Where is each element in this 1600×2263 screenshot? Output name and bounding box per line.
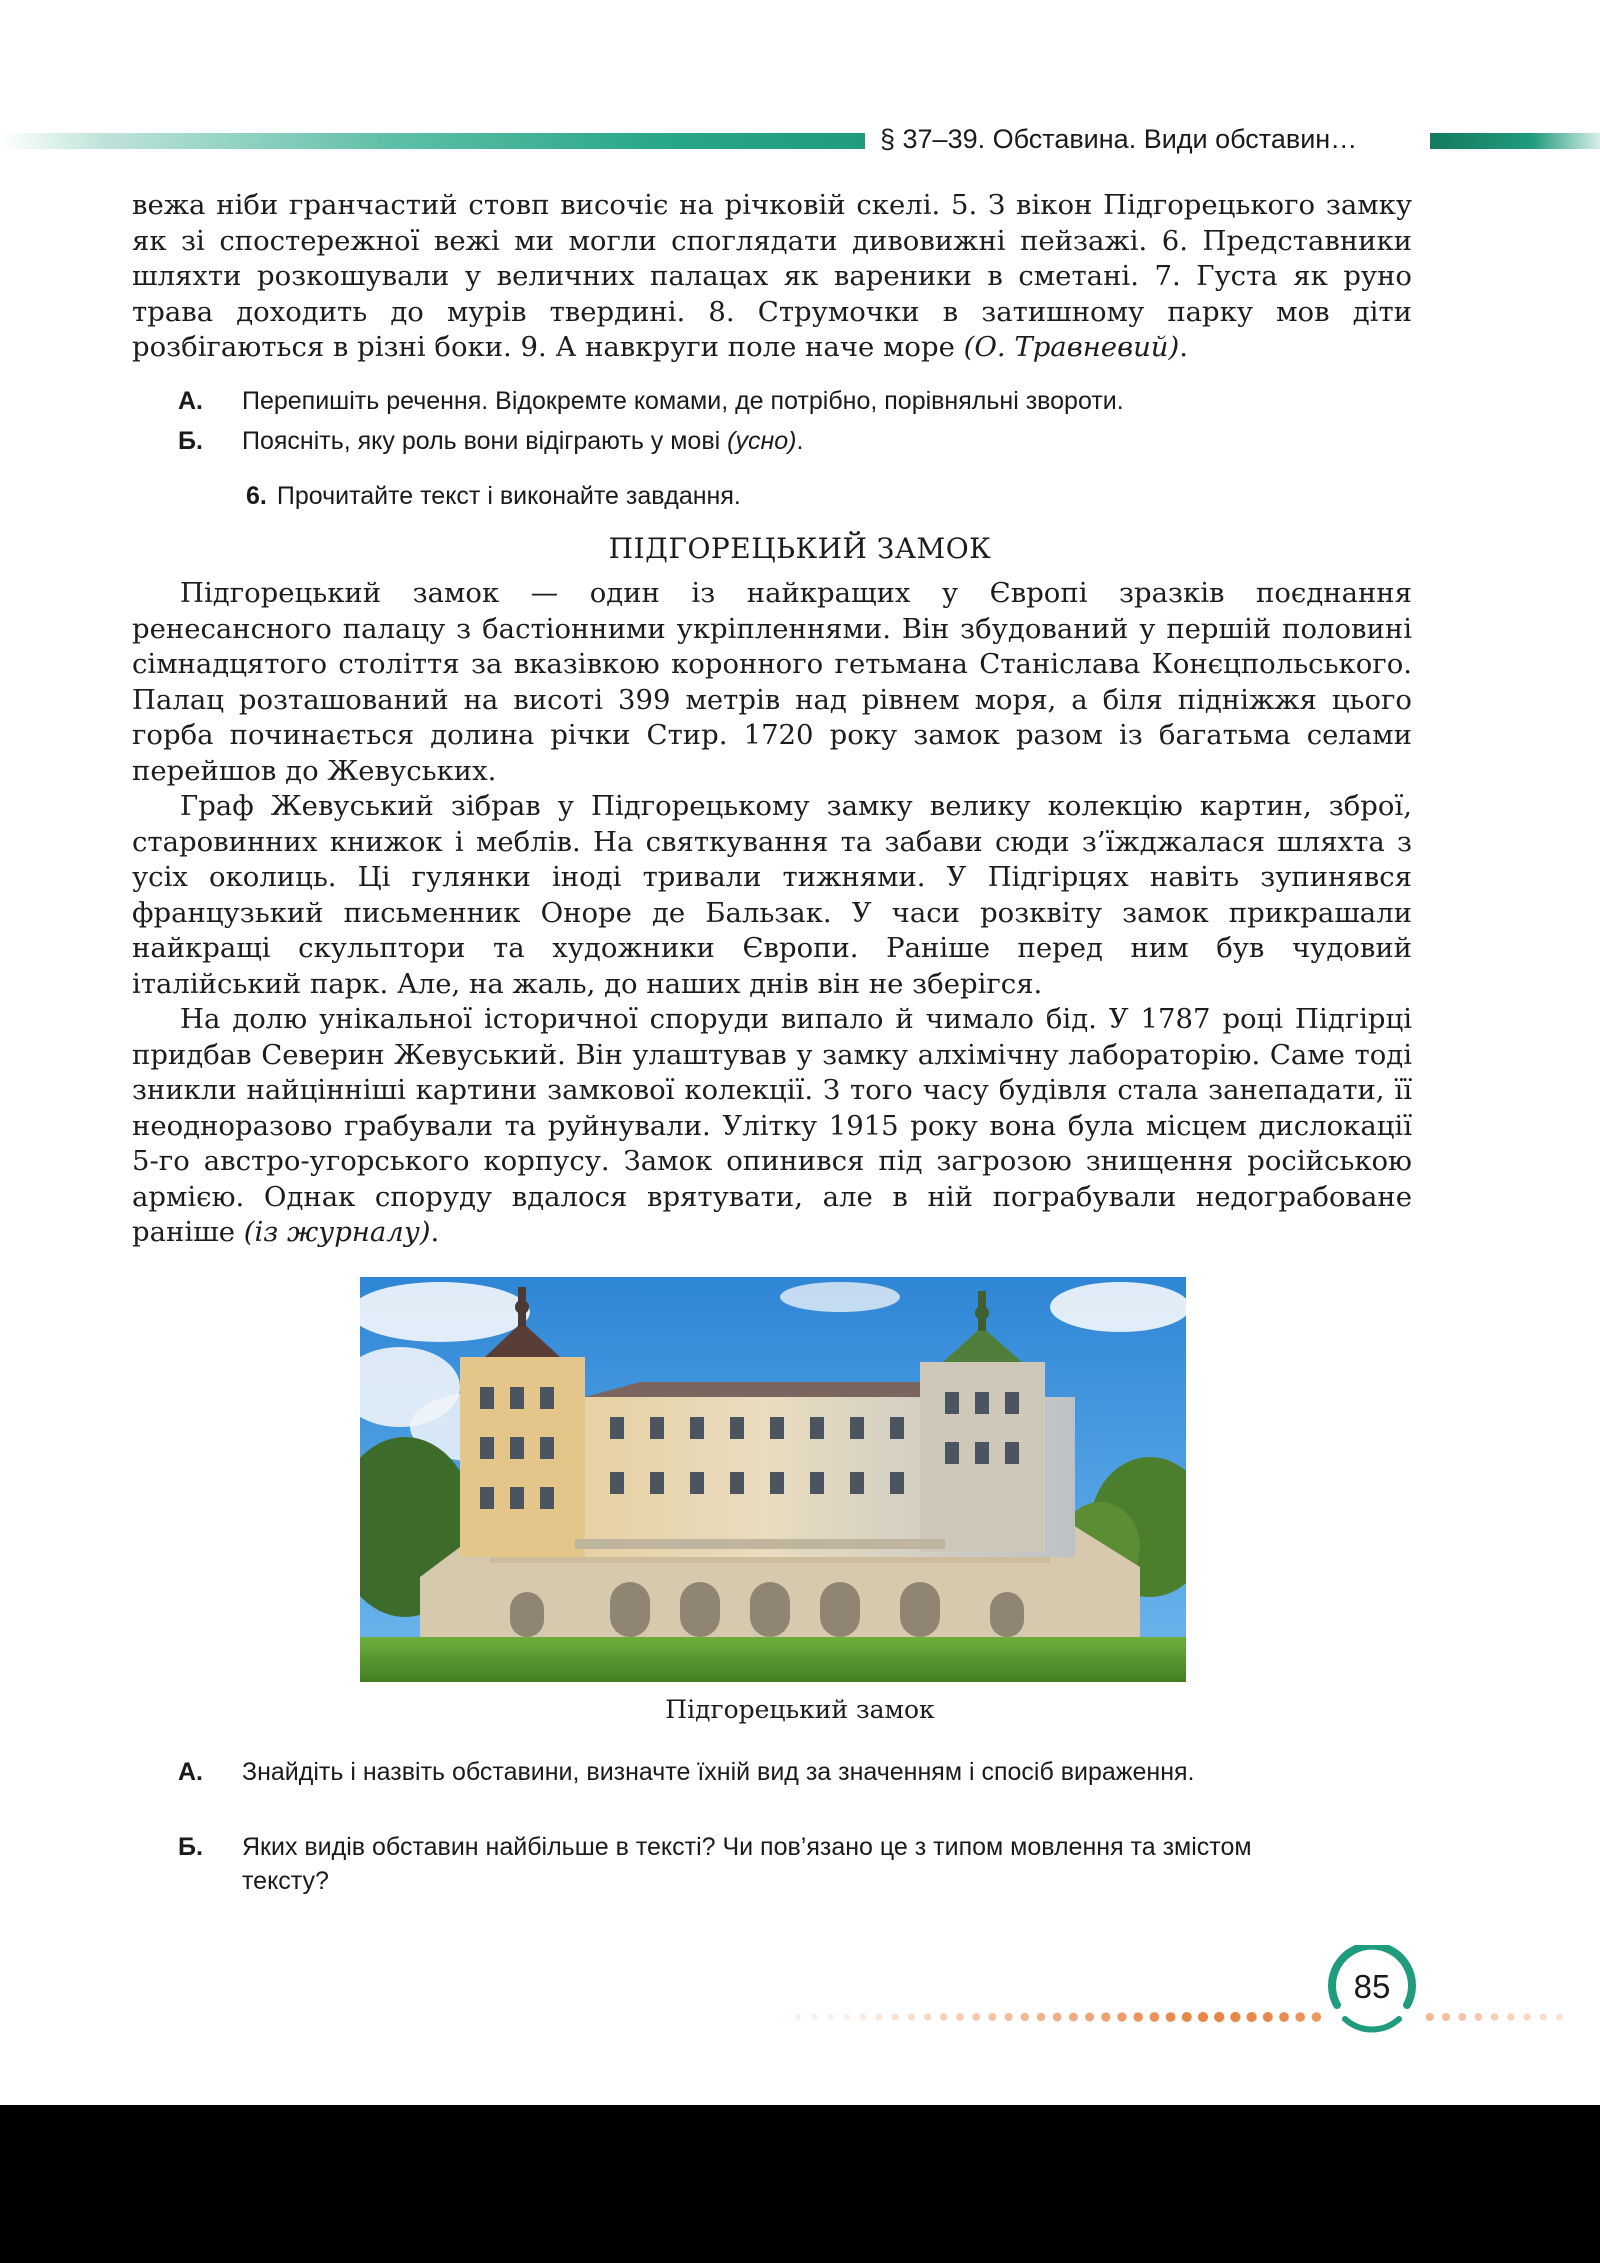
footer-dot [1198, 2012, 1208, 2022]
footer-dot [1182, 2012, 1192, 2022]
footer-dot [1295, 2012, 1305, 2022]
footer-dot [1263, 2012, 1273, 2022]
footer-dot [811, 2014, 817, 2020]
paragraph-2: Граф Жевуський зібрав у Підгорецькому замку велику колекцію картин, зброї, старовинних книжок і меблів. На святкування та забави сюди з’їжджалася шляхта з усіх околиць. Ці гулянки іноді тривали тижнями. У Підгірцях навіть зупинявся французький письменник Оноре де Бальзак. У часи розквіту замок прикрашали найкращі скульптори та художники Європи. Раніше перед ним був чудовий італійський парк. Але, на жаль, до наших днів він не зберігся. [132, 790, 1412, 1000]
intro-end: . [1179, 331, 1188, 363]
footer-dot [1230, 2012, 1240, 2022]
footer-dot [1101, 2012, 1110, 2021]
header-accent-bar [1430, 133, 1600, 149]
footer-dot [956, 2013, 964, 2021]
footer-dot [843, 2014, 850, 2021]
footer-dot [1069, 2013, 1078, 2022]
footer-dot [1150, 2012, 1160, 2022]
footer-dot [908, 2013, 915, 2020]
figure-caption: Підгорецький замок [665, 1695, 935, 1724]
footer-dot [795, 2014, 801, 2020]
footer-dot [972, 2013, 980, 2021]
footer-dot [876, 2014, 883, 2021]
task-label: Б. [178, 1833, 203, 1861]
task-text: Знайдіть і назвіть обставини, визначте їхній вид за значенням і спосіб вираження. [242, 1758, 1195, 1786]
paragraph-3 [132, 1002, 1412, 1251]
footer-dot [1458, 2013, 1466, 2021]
footer-dot [1442, 2013, 1450, 2021]
footer-dot [1279, 2012, 1289, 2022]
footer-dot [1214, 2012, 1224, 2022]
paragraph-3-source: (із журналу) [243, 1216, 431, 1248]
footer-dot [1005, 2013, 1013, 2021]
footer-dot [940, 2013, 948, 2021]
task-text-wrap [242, 424, 1302, 458]
footer-dot [1053, 2013, 1062, 2022]
footer-dot [1312, 2012, 1321, 2021]
castle-illustration [360, 1277, 1186, 1682]
footer-dot [1475, 2013, 1483, 2021]
footer-dot [892, 2014, 899, 2021]
footer-dot [1037, 2013, 1046, 2022]
footer-dot [1556, 2014, 1563, 2021]
intro-source: (О. Травневий) [963, 331, 1180, 363]
footer-dot [1133, 2012, 1143, 2022]
exercise-6-heading [246, 482, 741, 511]
section-title: § 37–39. Обставина. Види обставин… [880, 124, 1358, 154]
footer-dot [1021, 2013, 1029, 2021]
exercise-instruction: Прочитайте текст і виконайте завдання. [276, 482, 741, 510]
task-text: Перепишіть речення. Відокремте комами, де потрібно, порівняльні звороти. [242, 387, 1124, 415]
footer-dot [827, 2014, 833, 2020]
footer-dot [988, 2013, 996, 2021]
footer-dot [1540, 2013, 1547, 2020]
footer-dot [1507, 2013, 1514, 2020]
task-label: А. [178, 1758, 203, 1786]
footer-dot [1247, 2012, 1257, 2022]
decorative-dots [790, 2010, 1580, 2024]
page-number: 85 [1353, 1968, 1391, 2005]
footer-dot [1426, 2013, 1434, 2021]
footer-dot [1085, 2013, 1094, 2022]
castle-photo [360, 1277, 1186, 1682]
footer-dot [1523, 2013, 1530, 2020]
task-text: Поясніть, яку роль вони відіграють у мові [242, 427, 728, 455]
task-label: А. [178, 387, 203, 415]
paragraph-3-text: На долю унікальної історичної споруди випало й чимало бід. У 1787 році Підгірці придбав Северин Жевуський. Він улаштував у замку алхімічну лабораторію. Саме тоді зникли найцінніші картини замкової колекції. З того часу будівля стала занепадати, її неодноразово грабували та руйнували. Улітку 1915 року вона була місцем дислокації 5-го австро-угорського корпусу. Замок опинився під загрозою знищення російською армією. Однак споруду вдалося врятувати, але в ній пограбували недограбоване раніше [132, 1003, 1412, 1248]
footer-dot [1166, 2012, 1176, 2022]
task-text: Яких видів обставин найбільше в тексті? Чи пов’язано це з типом мовлення та змістом тексту? [242, 1833, 1252, 1895]
text-title: ПІДГОРЕЦЬКИЙ ЗАМОК [608, 532, 992, 565]
task-text-italic: (усно) [727, 427, 797, 455]
footer-dot [1117, 2012, 1126, 2021]
footer-dot [1491, 2013, 1499, 2021]
exercise-number: 6. [246, 482, 267, 510]
task-label: Б. [178, 427, 203, 455]
intro-text: вежа ніби гранчастий стовп височіє на річковій скелі. 5. З вікон Підгорецького замку як зі спостережної вежі ми могли споглядати дивовижні пейзажі. 6. Представники шляхти розкошували у величних палацах як вареники в сметані. 7. Густа як руно трава доходить до мурів твердині. 8. Струмочки в затишному парку мов діти розбігаються в різні боки. 9. А навкруги поле наче море [132, 189, 1412, 363]
intro-paragraph [132, 188, 1412, 366]
footer-dot [859, 2014, 866, 2021]
paragraph-3-end: . [430, 1216, 440, 1248]
footer-dot [924, 2013, 931, 2020]
paragraph-1: Підгорецький замок — один із найкращих у Європі зразків поєднання ренесансного палацу з бастіонними укріпленнями. Він збудований у першій половині сімнадцятого століття за вказівкою коронного гетьмана Станіслава Конєцпольського. Палац розташований на висоті 399 метрів над рівнем моря, а біля підніжжя цього горба починається долина річки Стир. 1720 року замок разом із багатьма селами перейшов до Жевуських. [132, 577, 1412, 787]
header-gradient-bar [0, 133, 865, 149]
task-text-end: . [796, 427, 804, 455]
